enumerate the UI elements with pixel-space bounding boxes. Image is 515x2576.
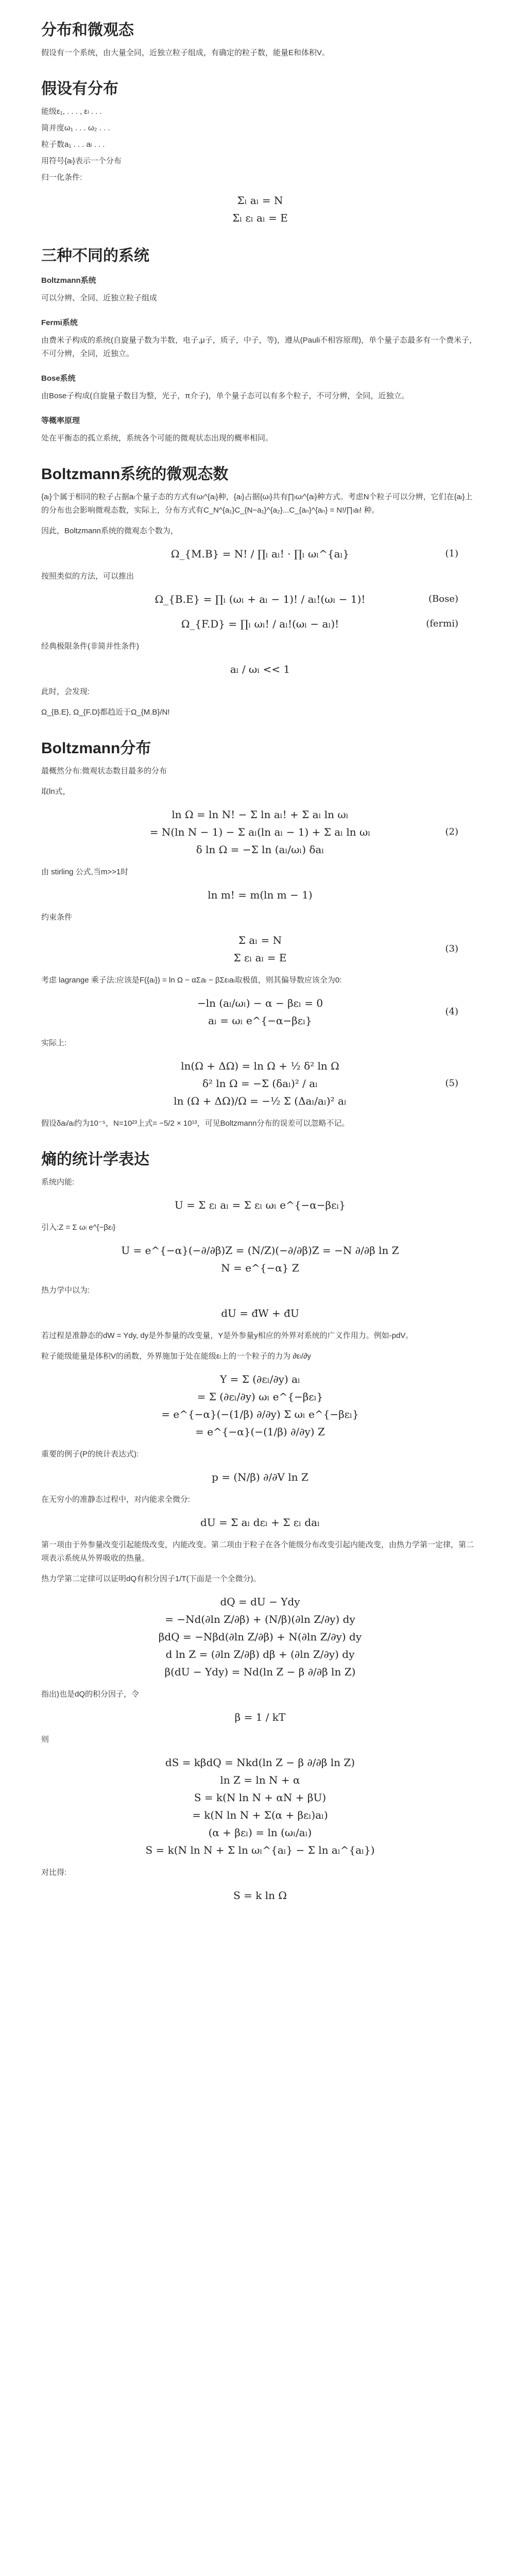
- energy-levels: 能级ε₁, . . . , εₗ . . .: [41, 107, 102, 116]
- equation-entropy-expr: S = k ln Ω: [233, 1889, 287, 1902]
- heading-intro: 分布和微观态: [41, 22, 134, 39]
- distribution-paragraph-7: 假设δaₗ/aₗ约为10⁻⁵，N=10²³上式= −5/2 × 10¹³，可见Boltzmann分布的误差可以忽略不记。: [41, 1119, 350, 1128]
- particle-count: 粒子数a₁ . . . aₗ . . .: [41, 140, 105, 149]
- equation-pressure: [41, 1468, 479, 1486]
- boltzmann-system-title: Boltzmann系统: [41, 276, 96, 285]
- equation-tag-4: (4): [445, 1006, 458, 1017]
- equation-stirling-expr: ln m! = m(ln m − 1): [208, 889, 313, 901]
- stat-paragraph-9: 热力学第二定律可以证明dQ有积分因子1/T(下面是一个全微分)。: [41, 1574, 261, 1583]
- equation-entropy: [41, 1887, 479, 1904]
- equation-beta-expr: β = 1 / kT: [234, 1711, 286, 1723]
- stat-paragraph-10: 指出)也是dQ的积分因子，令: [41, 1690, 140, 1699]
- distribution-paragraph-4: 约束条件: [41, 913, 73, 922]
- equation-tag-1: (1): [445, 548, 458, 559]
- equation-tag-fermi: (fermi): [426, 618, 458, 629]
- equal-probability-title: 等概率原理: [41, 416, 80, 425]
- equation-omega-mb-expr: Ω_{M.B} = N! / ∏ₗ aₗ! · ∏ₗ ωₗ^{aₗ}: [170, 548, 350, 560]
- equation-q-5: β(dU − Ydy) = Nd(ln Z − β ∂/∂β ln Z): [164, 1666, 356, 1678]
- equation-uz-1: U = e^{−α}(−∂/∂β)Z = (N/Z)(−∂/∂β)Z = −N ∂/∂β ln Z: [121, 1244, 399, 1257]
- equation-internal-energy-expr: U = Σ εₗ aₗ = Σ εₗ ωₗ e^{−α−βεₗ}: [174, 1199, 346, 1211]
- equation-group-q: [41, 1593, 479, 1681]
- microstates-paragraph-3: 按照类似的方法，可以推出: [41, 572, 134, 581]
- normalization-label: 归一化条件:: [41, 173, 82, 182]
- equation-omega-be: [41, 590, 479, 608]
- equation-y-2: = Σ (∂εₗ/∂y) ωₗ e^{−βεₗ}: [197, 1391, 323, 1403]
- equation-q-3: βdQ = −Nβd(∂ln Z/∂β) + N(∂ln Z/∂y) dy: [158, 1631, 362, 1643]
- heading-entropy-statistics: 熵的统计学表达: [41, 1151, 149, 1168]
- distribution-paragraph-3: 由 stirling 公式,当m>>1时: [41, 868, 129, 876]
- equation-y-4: = e^{−α}(−(1/β) ∂/∂y) Z: [195, 1426, 325, 1438]
- distribution-paragraph-1: 最概然分布:微观状态数目最多的分布: [41, 767, 167, 775]
- stat-paragraph-4: 若过程是准静态的dW = Ydy, dy是外参量的改变量，Y是外参量y相应的外界对系统的广义作用力。例如-pdV。: [41, 1331, 414, 1340]
- equation-pressure-expr: p = (N/β) ∂/∂V ln Z: [212, 1471, 308, 1483]
- equation-du: [41, 1304, 479, 1322]
- equation-du-expr: dU = đW + đU: [221, 1307, 299, 1319]
- equation-uz-2: N = e^{−α} Z: [221, 1262, 299, 1274]
- equation-omega-mb: [41, 545, 479, 563]
- equation-dU-total-expr: dU = Σ aₗ dεₗ + Σ εₗ daₗ: [200, 1516, 320, 1529]
- microstates-paragraph-4: 经典极限条件(非简并性条件): [41, 642, 139, 651]
- equation-tag-3: (3): [445, 943, 458, 954]
- equation-group-uz: [41, 1242, 479, 1277]
- equation-beta: [41, 1708, 479, 1726]
- heading-assume-distribution: 假设有分布: [41, 80, 118, 97]
- stat-paragraph-5: 粒子能级能量是体积V的函数，外界施加于处在能级εₗ上的一个粒子的力为 ∂εₗ/∂y: [41, 1352, 312, 1361]
- stat-paragraph-7: 在无穷小的准静态过程中，对内能求全微分:: [41, 1495, 191, 1504]
- equation-3b: Σ εₗ aₗ = E: [233, 952, 287, 964]
- heading-three-systems: 三种不同的系统: [41, 247, 149, 264]
- equation-tag-bose: (Bose): [428, 594, 458, 604]
- distribution-paragraph-2: 取ln式，: [41, 787, 71, 796]
- equation-q-4: d ln Z = (∂ln Z/∂β) dβ + (∂ln Z/∂y) dy: [165, 1648, 355, 1660]
- normalization-equations: [41, 192, 479, 227]
- equation-3a: Σ aₗ = N: [238, 934, 282, 946]
- microstates-paragraph-6: Ω_{B.E}, Ω_{F.D}都趋近于Ω_{M.B}/N!: [41, 708, 170, 717]
- equation-omega-fd-expr: Ω_{F.D} = ∏ₗ ωₗ! / aₗ!(ωₗ − aₗ)!: [181, 618, 339, 630]
- equation-q-1: dQ = dU − Ydy: [220, 1596, 300, 1608]
- stat-paragraph-6: 重要的例子(P的统计表达式):: [41, 1450, 139, 1459]
- equation-s-2: ln Z = ln N + α: [220, 1774, 300, 1786]
- equation-dU-total: [41, 1514, 479, 1531]
- heading-boltzmann-distribution: Boltzmann分布: [41, 740, 151, 757]
- equation-5c: ln (Ω + ΔΩ)/Ω = −½ Σ (Δaₗ/aₗ)² aₗ: [174, 1095, 347, 1107]
- equation-omega-be-expr: Ω_{B.E} = ∏ₗ (ωₗ + aₗ − 1)! / aₗ!(ωₗ − 1)!: [154, 593, 366, 605]
- intro-paragraph: 假设有一个系统，由大量全同，近独立粒子组成，有确定的粒子数，能量E和体积V。: [41, 48, 330, 57]
- fermi-system-text: 由费米子构成的系统(自旋量子数为半数，电子,μ子，质子，中子，等)，遵从(Pauli不相容原理)，单个量子态最多有一个费米子，不可分辨，全同，近独立。: [41, 336, 477, 358]
- microstates-paragraph-1: {aₗ}个属于相同的粒子占据aₗ个量子态的方式有ωₗ^{aₗ}种，{aₗ}占据{ωₗ}共有∏ₗωₗ^{aₗ}种方式。考虑N个粒子可以分辨，它们在{aₗ}上的分布也会影响微观态数，实际上，分布方式有C_N^{a₁}C_{N−a₁}^{a₂}...C_{aₙ}^{aₙ} = N!/∏ₗaₗ! 种。: [41, 493, 473, 515]
- equal-probability-text: 处在平衡态的孤立系统，系统各个可能的微观状态出现的概率相同。: [41, 434, 273, 443]
- equation-s-3: S = k(N ln N + αN + βU): [194, 1791, 327, 1804]
- fermi-system-title: Fermi系统: [41, 318, 78, 327]
- equation-q-2: = −Nd(∂ln Z/∂β) + (N/β)(∂ln Z/∂y) dy: [165, 1613, 355, 1625]
- microstates-paragraph-2: 因此，Boltzmann系统的微观态个数为，: [41, 527, 178, 535]
- stat-paragraph-11: 则: [41, 1735, 49, 1744]
- equation-classical-limit: [41, 660, 479, 678]
- degeneracy: 简并度ω₁ . . . ω₂ . . .: [41, 124, 110, 132]
- equation-s-1: dS = kβdQ = Nkd(ln Z − β ∂/∂β ln Z): [165, 1756, 355, 1769]
- equation-4b: aₗ = ωₗ e^{−α−βεₗ}: [208, 1014, 312, 1027]
- equation-tag-5: (5): [445, 1078, 458, 1089]
- equation-2b: = N(ln N − 1) − Σ aₗ(ln aₗ − 1) + Σ aₗ ln ωₗ: [149, 826, 371, 838]
- stat-paragraph-8: 第一项由于外参量改变引起能级改变，内能改变。第二项由于粒子在各个能级分布改变引起内能改变，由热力学第一定律，第二项表示系统从外界吸收的热量。: [41, 1540, 474, 1563]
- equation-y-3: = e^{−α}(−(1/β) ∂/∂y) Σ ωₗ e^{−βεₗ}: [161, 1408, 359, 1420]
- equation-sum-a: Σₗ aₗ = N: [237, 194, 283, 207]
- equation-group-y: [41, 1370, 479, 1440]
- bose-system-title: Bose系统: [41, 374, 76, 383]
- distribution-paragraph-6: 实际上:: [41, 1039, 67, 1047]
- equation-internal-energy: [41, 1196, 479, 1214]
- equation-omega-fd: [41, 615, 479, 633]
- equation-y-1: Y = Σ (∂εₗ/∂y) aₗ: [220, 1373, 300, 1385]
- equation-4a: −ln (aₗ/ωₗ) − α − βεₗ = 0: [197, 997, 323, 1009]
- boltzmann-system-text: 可以分辨、全同、近独立粒子组成: [41, 294, 158, 302]
- equation-group-s: [41, 1754, 479, 1859]
- distribution-paragraph-5: 考虑 lagrange 乘子法:应该是F({aₗ}) = ln Ω − αΣaₗ − βΣεₗaₗ取极值，则其偏导数应该全为0:: [41, 976, 342, 985]
- equation-s-4: = k(N ln N + Σ(α + βεₗ)aₗ): [192, 1809, 328, 1821]
- equation-stirling: [41, 886, 479, 904]
- stat-paragraph-1: 系统内能:: [41, 1178, 75, 1187]
- equation-group-5: [41, 1057, 479, 1110]
- microstates-paragraph-5: 此时，会发现:: [41, 687, 90, 696]
- stat-paragraph-2: 引入:Z = Σ ωₗ e^{−βεₗ}: [41, 1223, 116, 1232]
- equation-group-3: [41, 931, 479, 967]
- equation-sum-energy: Σₗ εₗ aₗ = E: [232, 212, 288, 224]
- heading-microstates: Boltzmann系统的微观态数: [41, 466, 229, 483]
- equation-2c: δ ln Ω = −Σ ln (aₗ/ωₗ) δaₗ: [196, 843, 324, 856]
- equation-tag-2: (2): [445, 826, 458, 837]
- equation-classical-limit-expr: aₗ / ωₗ << 1: [230, 663, 290, 675]
- equation-group-4: [41, 994, 479, 1029]
- equation-s-5: (α + βεₗ) = ln (ωₗ/aₗ): [208, 1826, 312, 1839]
- stat-paragraph-3: 热力学中以为:: [41, 1286, 90, 1295]
- equation-5a: ln(Ω + ΔΩ) = ln Ω + ½ δ² ln Ω: [181, 1060, 339, 1072]
- bose-system-text: 由Bose子构成(自旋量子数目为整，光子，π介子)，单个量子态可以有多个粒子，不可分辨，全同，近独立。: [41, 392, 409, 400]
- equation-s-6: S = k(N ln N + Σ ln ωₗ^{aₗ} − Σ ln aₗ^{aₗ}): [145, 1844, 375, 1856]
- equation-group-2: [41, 806, 479, 858]
- stat-paragraph-12: 对比得:: [41, 1868, 67, 1877]
- equation-2a: ln Ω = ln N! − Σ ln aₗ! + Σ aₗ ln ωₗ: [171, 808, 349, 821]
- equation-5b: δ² ln Ω = −Σ (δaₗ)² / aₗ: [202, 1077, 318, 1090]
- distribution-symbol: 用符号{aₗ}表示一个分布: [41, 157, 122, 165]
